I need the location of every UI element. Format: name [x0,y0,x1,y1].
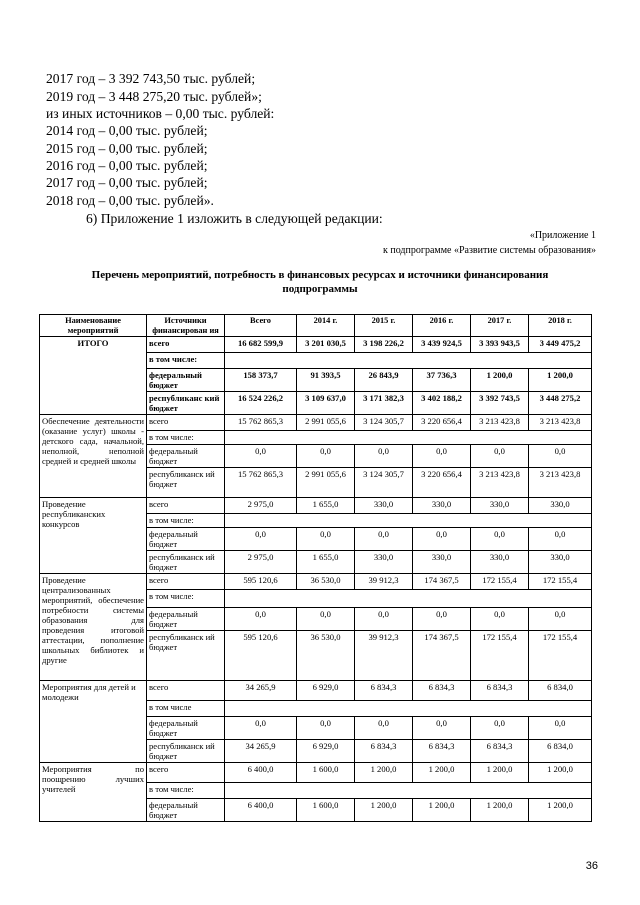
value-cell: 3 213 423,8 [529,415,592,431]
empty-cell [225,431,592,445]
source-cell: республиканск ий бюджет [147,740,225,763]
value-cell: 1 200,0 [471,799,529,822]
value-cell: 0,0 [297,608,355,631]
value-cell: 0,0 [413,445,471,468]
value-cell: 39 912,3 [355,631,413,681]
value-cell: 1 200,0 [355,763,413,783]
value-cell: 330,0 [529,498,592,514]
activity-name-cell: Проведение централизованных мероприятий, обеспечение потребности системы образования для проведения итоговой аттестации, пополнение школьных библиотек и другие [40,574,147,681]
text-line: 2019 год – 3 448 275,20 тыс. рублей»; [46,89,262,104]
value-cell: 6 834,3 [471,681,529,701]
value-cell: 6 400,0 [225,763,297,783]
value-cell: 1 655,0 [297,498,355,514]
value-cell: 0,0 [471,445,529,468]
value-cell: 1 600,0 [297,799,355,822]
empty-cell [225,514,592,528]
value-cell: 0,0 [355,717,413,740]
value-cell: 595 120,6 [225,574,297,590]
source-cell: всего [147,337,225,353]
instruction-line: 6) Приложение 1 изложить в следующей редакции: [86,211,383,226]
value-cell: 0,0 [471,717,529,740]
value-cell: 3 393 943,5 [471,337,529,353]
value-cell: 6 834,0 [529,681,592,701]
header-cell: Источники финансирован ия [147,315,225,337]
value-cell: 3 171 382,3 [355,392,413,415]
source-cell: всего [147,763,225,783]
table-row [40,681,592,701]
value-cell: 37 736,3 [413,369,471,392]
value-cell: 0,0 [471,608,529,631]
text-line: из иных источников – 0,00 тыс. рублей: [46,106,275,121]
value-cell: 3 213 423,8 [471,415,529,431]
page-number: 36 [585,860,598,872]
text-line: 2018 год – 0,00 тыс. рублей». [46,193,214,208]
value-cell: 0,0 [297,445,355,468]
value-cell: 0,0 [471,528,529,551]
value-cell: 0,0 [225,608,297,631]
value-cell: 172 155,4 [471,574,529,590]
value-cell: 1 200,0 [471,369,529,392]
empty-cell [225,701,592,717]
value-cell: 330,0 [413,551,471,574]
header-cell: 2015 г. [355,315,413,337]
value-cell: 330,0 [355,498,413,514]
activity-name-cell: ИТОГО [40,337,147,415]
source-cell: всего [147,498,225,514]
value-cell: 0,0 [413,528,471,551]
value-cell: 330,0 [471,551,529,574]
value-cell: 0,0 [355,445,413,468]
value-cell: 3 392 743,5 [471,392,529,415]
header-cell: Всего [225,315,297,337]
value-cell: 36 530,0 [297,574,355,590]
header-cell: 2017 г. [471,315,529,337]
text-line: 2014 год – 0,00 тыс. рублей; [46,123,208,138]
value-cell: 330,0 [471,498,529,514]
value-cell: 1 200,0 [529,369,592,392]
value-cell: 6 834,0 [529,740,592,763]
value-cell: 0,0 [529,528,592,551]
source-cell: федеральный бюджет [147,369,225,392]
source-cell: республиканск ий бюджет [147,631,225,681]
value-cell: 3 213 423,8 [529,468,592,498]
value-cell: 0,0 [225,528,297,551]
source-cell: всего [147,681,225,701]
value-cell: 3 448 275,2 [529,392,592,415]
source-cell: федеральный бюджет [147,799,225,822]
value-cell: 330,0 [413,498,471,514]
value-cell: 6 834,3 [413,740,471,763]
source-cell: в том числе: [147,783,225,799]
value-cell: 6 834,3 [471,740,529,763]
table-row [40,337,592,353]
value-cell: 3 402 188,2 [413,392,471,415]
value-cell: 6 834,3 [413,681,471,701]
value-cell: 3 109 637,0 [297,392,355,415]
value-cell: 91 393,5 [297,369,355,392]
value-cell: 0,0 [355,608,413,631]
activity-name-cell: Проведение республиканских конкурсов [40,498,147,574]
value-cell: 3 213 423,8 [471,468,529,498]
appendix-label: «Приложение 1 [529,230,596,241]
value-cell: 3 449 475,2 [529,337,592,353]
value-cell: 0,0 [297,528,355,551]
value-cell: 34 265,9 [225,681,297,701]
value-cell: 174 367,5 [413,631,471,681]
source-cell: всего [147,415,225,431]
value-cell: 2 991 055,6 [297,468,355,498]
value-cell: 1 200,0 [471,763,529,783]
value-cell: 2 975,0 [225,498,297,514]
value-cell: 0,0 [529,445,592,468]
value-cell: 36 530,0 [297,631,355,681]
source-cell: в том числе: [147,431,225,445]
appendix-subprogram: к подпрограмме «Развитие системы образования» [382,245,596,256]
source-cell: федеральный бюджет [147,608,225,631]
value-cell: 0,0 [225,717,297,740]
value-cell: 1 200,0 [355,799,413,822]
value-cell: 0,0 [225,445,297,468]
value-cell: 6 929,0 [297,681,355,701]
value-cell: 16 682 599,9 [225,337,297,353]
activity-name-cell: Обеспечение деятельности (оказание услуг) школы - детского сада, начальной, неполной, неполной средней и средней школы [40,415,147,498]
value-cell: 0,0 [413,608,471,631]
value-cell: 26 843,9 [355,369,413,392]
text-line: 2017 год – 3 392 743,50 тыс. рублей; [46,71,256,86]
activity-name-cell: Мероприятия для детей и молодежи [40,681,147,763]
value-cell: 2 975,0 [225,551,297,574]
value-cell: 0,0 [355,528,413,551]
table-header-row [40,315,592,337]
text-line: 2017 год – 0,00 тыс. рублей; [46,175,208,190]
value-cell: 39 912,3 [355,574,413,590]
value-cell: 1 200,0 [529,799,592,822]
source-cell: республиканск ий бюджет [147,551,225,574]
source-cell: федеральный бюджет [147,445,225,468]
value-cell: 330,0 [529,551,592,574]
value-cell: 1 600,0 [297,763,355,783]
value-cell: 1 655,0 [297,551,355,574]
value-cell: 3 220 656,4 [413,468,471,498]
financing-table [39,314,592,822]
source-cell: федеральный бюджет [147,717,225,740]
value-cell: 3 198 226,2 [355,337,413,353]
value-cell: 2 991 055,6 [297,415,355,431]
value-cell: 0,0 [413,717,471,740]
value-cell: 15 762 865,3 [225,468,297,498]
value-cell: 3 124 305,7 [355,468,413,498]
value-cell: 3 439 924,5 [413,337,471,353]
value-cell: 0,0 [529,608,592,631]
table-row [40,498,592,514]
table-row [40,763,592,783]
text-line: 2015 год – 0,00 тыс. рублей; [46,141,208,156]
source-cell: всего [147,574,225,590]
value-cell: 172 155,4 [471,631,529,681]
value-cell: 174 367,5 [413,574,471,590]
value-cell: 6 834,3 [355,681,413,701]
value-cell: 330,0 [355,551,413,574]
header-cell: 2016 г. [413,315,471,337]
empty-cell [225,783,592,799]
value-cell: 3 124 305,7 [355,415,413,431]
value-cell: 3 201 030,5 [297,337,355,353]
source-cell: в том числе [147,701,225,717]
empty-cell [225,590,592,608]
value-cell: 6 929,0 [297,740,355,763]
source-cell: федеральный бюджет [147,528,225,551]
value-cell: 6 834,3 [355,740,413,763]
value-cell: 0,0 [529,717,592,740]
source-cell: в том числе: [147,514,225,528]
table-row [40,415,592,431]
source-cell: республиканск ий бюджет [147,468,225,498]
text-line: 2016 год – 0,00 тыс. рублей; [46,158,208,173]
value-cell: 158 373,7 [225,369,297,392]
value-cell: 6 400,0 [225,799,297,822]
value-cell: 1 200,0 [529,763,592,783]
source-cell: республиканс кий бюджет [147,392,225,415]
activity-name-cell: Мероприятия по поощрению лучших учителей [40,763,147,822]
value-cell: 3 220 656,4 [413,415,471,431]
header-cell: 2018 г. [529,315,592,337]
value-cell: 172 155,4 [529,631,592,681]
table-title: Перечень мероприятий, потребность в финансовых ресурсах и источники финансирования подпрограммы [91,269,549,295]
value-cell: 172 155,4 [529,574,592,590]
value-cell: 1 200,0 [413,799,471,822]
value-cell: 34 265,9 [225,740,297,763]
empty-cell [225,353,592,369]
source-cell: в том числе: [147,353,225,369]
value-cell: 0,0 [297,717,355,740]
value-cell: 16 524 226,2 [225,392,297,415]
value-cell: 15 762 865,3 [225,415,297,431]
header-cell: 2014 г. [297,315,355,337]
table-row [40,574,592,590]
value-cell: 1 200,0 [413,763,471,783]
value-cell: 595 120,6 [225,631,297,681]
header-cell: Наименование мероприятий [40,315,147,337]
source-cell: в том числе: [147,590,225,608]
